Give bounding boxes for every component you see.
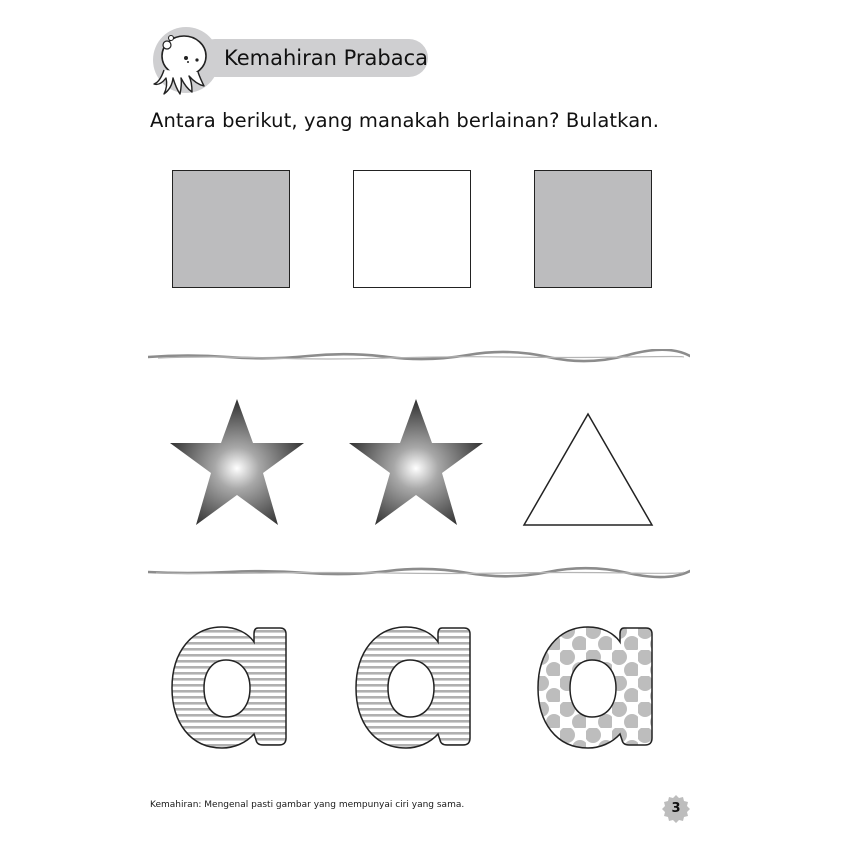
page-title: Kemahiran Prabaca: [224, 46, 429, 70]
triangle[interactable]: [522, 412, 654, 528]
octopus-mascot-icon: [146, 26, 224, 98]
page-number: 3: [671, 801, 681, 816]
footer-skill-text: Kemahiran: Mengenal pasti gambar yang mempunyai ciri yang sama.: [150, 800, 465, 810]
grey-square-2[interactable]: [534, 170, 652, 288]
letter-a-dotted[interactable]: [534, 624, 656, 750]
star-2[interactable]: [347, 397, 485, 529]
letter-a-striped-1[interactable]: [168, 624, 290, 750]
row-divider-1: [148, 349, 690, 363]
row-divider-2: [148, 565, 690, 579]
grey-square-1[interactable]: [172, 170, 290, 288]
instruction-text: Antara berikut, yang manakah berlainan? Bulatkan.: [150, 109, 659, 132]
star-1[interactable]: [168, 397, 306, 529]
letter-a-striped-2[interactable]: [352, 624, 474, 750]
white-square[interactable]: [353, 170, 471, 288]
